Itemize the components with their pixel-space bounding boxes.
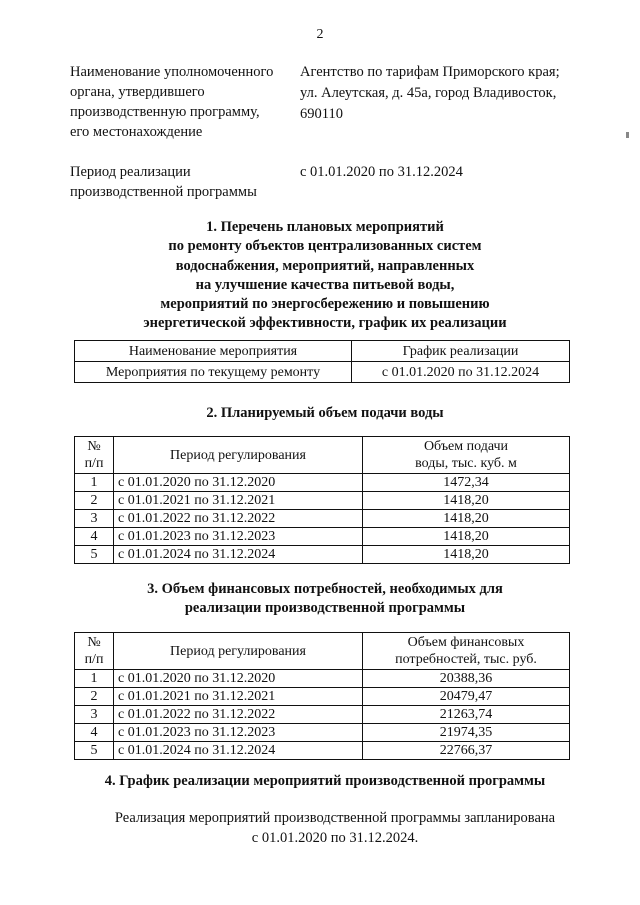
row-value: 1472,34 (363, 474, 570, 492)
row-period: с 01.01.2024 по 31.12.2024 (114, 742, 363, 760)
row-period: с 01.01.2022 по 31.12.2022 (114, 510, 363, 528)
period-label-line: производственной программы (70, 184, 257, 200)
row-number: 3 (75, 510, 114, 528)
table-row (75, 528, 570, 546)
table-row (75, 362, 570, 383)
section3-heading (60, 580, 590, 619)
row-number: 4 (75, 724, 114, 742)
table-row (75, 670, 570, 688)
table-header-row (75, 341, 570, 362)
row-period: с 01.01.2021 по 31.12.2021 (114, 688, 363, 706)
row-period: с 01.01.2022 по 31.12.2022 (114, 706, 363, 724)
authority-value-line: ул. Алеутская, д. 45а, город Владивосток, (300, 85, 557, 101)
header-number-line: п/п (84, 456, 104, 471)
authority-label-line: Наименование уполномоченного (70, 64, 274, 80)
section4-heading: 4. График реализации мероприятий производственной программы (104, 773, 546, 789)
authority-label-line: его местонахождение (70, 124, 203, 140)
header-number (75, 633, 114, 670)
header-value-line: Объем финансовых (407, 635, 525, 650)
section1-heading-line: водоснабжения, мероприятий, направленных (175, 257, 475, 274)
authority-value-line: Агентство по тарифам Приморского края; (300, 64, 560, 80)
row-number: 5 (75, 546, 114, 564)
table-header-row (75, 437, 570, 474)
header-number-line: № (87, 635, 101, 650)
closing-line: с 01.01.2020 по 31.12.2024. (251, 830, 419, 846)
margin-mark (626, 132, 629, 138)
period-value: с 01.01.2020 по 31.12.2024 (300, 164, 463, 180)
header-value-line: воды, тыс. куб. м (415, 456, 517, 471)
table-row (75, 546, 570, 564)
row-value: 21974,35 (363, 724, 570, 742)
authority-value (300, 62, 585, 125)
period-label-line: Период реализации (70, 164, 191, 180)
section1-heading-line: по ремонту объектов централизованных систем (168, 238, 482, 255)
row-number: 1 (75, 474, 114, 492)
section1-heading-line: 1. Перечень плановых мероприятий (206, 219, 444, 235)
row-value: 20479,47 (363, 688, 570, 706)
row-number: 5 (75, 742, 114, 760)
period-label (70, 162, 290, 202)
row-period: с 01.01.2024 по 31.12.2024 (114, 546, 363, 564)
table-row (75, 492, 570, 510)
row-value: 1418,20 (363, 546, 570, 564)
header-number-line: п/п (84, 652, 104, 667)
section2-heading: 2. Планируемый объем подачи воды (206, 405, 444, 421)
header-number-line: № (87, 439, 101, 454)
row-value: 1418,20 (363, 528, 570, 546)
row-number: 1 (75, 670, 114, 688)
table-row (75, 706, 570, 724)
table-row (75, 510, 570, 528)
row-value: 1418,20 (363, 510, 570, 528)
table-row (75, 724, 570, 742)
authority-label-line: производственную программу, (70, 104, 260, 120)
financial-needs-table (74, 632, 570, 760)
row-period: с 01.01.2020 по 31.12.2020 (114, 474, 363, 492)
activity-schedule-cell: с 01.01.2020 по 31.12.2024 (352, 362, 570, 383)
authority-label (70, 62, 290, 142)
activity-name-cell: Мероприятия по текущему ремонту (75, 362, 352, 383)
authority-label-line: органа, утвердившего (70, 84, 205, 100)
section1-heading-line: энергетической эффективности, график их реализации (143, 315, 507, 332)
table-row (75, 474, 570, 492)
row-period: с 01.01.2020 по 31.12.2020 (114, 670, 363, 688)
section1-heading-line: на улучшение качества питьевой воды, (195, 276, 455, 293)
header-activity-name: Наименование мероприятия (75, 341, 352, 362)
row-period: с 01.01.2023 по 31.12.2023 (114, 724, 363, 742)
header-value-line: Объем подачи (423, 439, 509, 454)
row-number: 2 (75, 688, 114, 706)
row-value: 22766,37 (363, 742, 570, 760)
table-row (75, 742, 570, 760)
activities-table (74, 340, 570, 383)
row-value: 20388,36 (363, 670, 570, 688)
header-financial-needs (363, 633, 570, 670)
page-number: 2 (316, 27, 324, 42)
header-schedule: График реализации (352, 341, 570, 362)
header-period: Период регулирования (114, 633, 363, 670)
section3-heading-line: 3. Объем финансовых потребностей, необходимых для (147, 581, 503, 597)
row-value: 1418,20 (363, 492, 570, 510)
table-header-row (75, 633, 570, 670)
row-number: 4 (75, 528, 114, 546)
header-value-line: потребностей, тыс. руб. (395, 652, 537, 667)
row-value: 21263,74 (363, 706, 570, 724)
section1-heading-line: мероприятий по энергосбережению и повышению (160, 296, 490, 313)
closing-paragraph (60, 808, 610, 848)
closing-line: Реализация мероприятий производственной программы запланирована (114, 810, 556, 826)
header-number (75, 437, 114, 474)
header-period: Период регулирования (114, 437, 363, 474)
row-period: с 01.01.2021 по 31.12.2021 (114, 492, 363, 510)
authority-value-line: 690110 (300, 106, 343, 122)
section3-heading-line: реализации производственной программы (184, 600, 466, 617)
row-number: 3 (75, 706, 114, 724)
section1-heading (60, 218, 590, 334)
row-period: с 01.01.2023 по 31.12.2023 (114, 528, 363, 546)
water-supply-table (74, 436, 570, 564)
header-water-volume (363, 437, 570, 474)
row-number: 2 (75, 492, 114, 510)
table-row (75, 688, 570, 706)
